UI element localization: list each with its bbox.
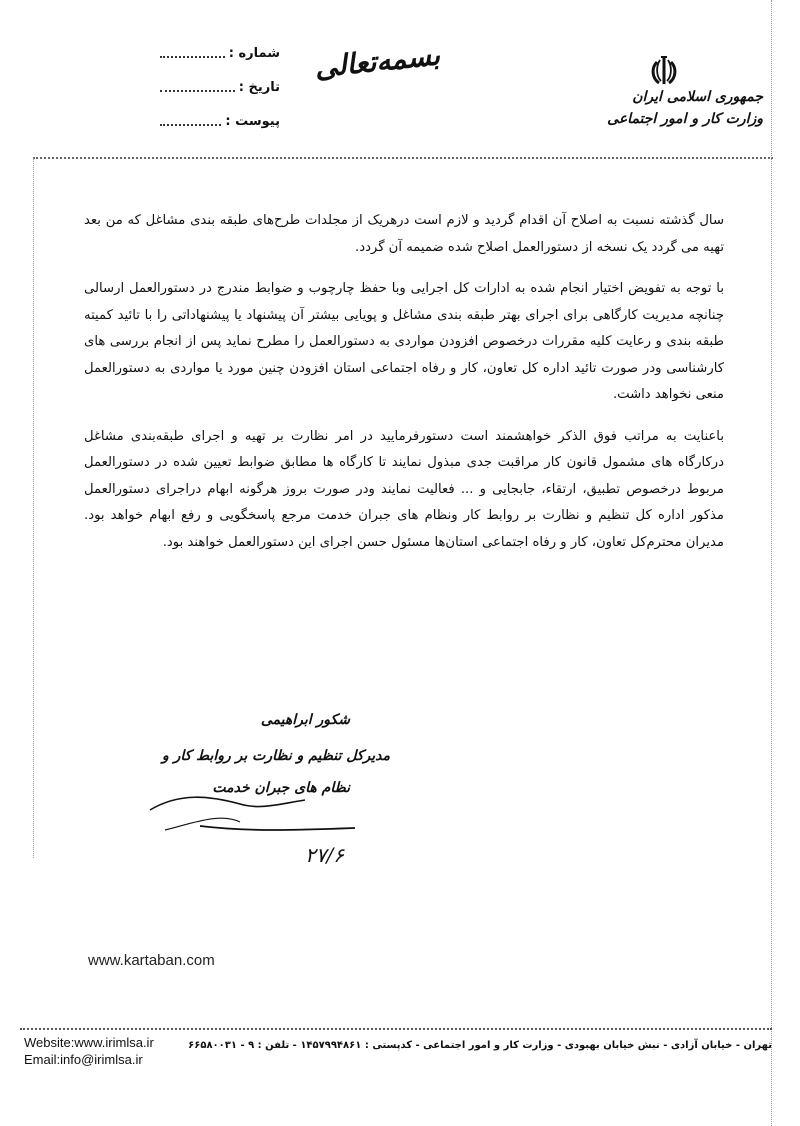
org-line-2: وزارت کار و امور اجتماعی bbox=[607, 111, 763, 127]
date-label: تاریخ : bbox=[238, 79, 280, 95]
iran-emblem-icon bbox=[648, 54, 680, 88]
footer-contacts bbox=[24, 1034, 154, 1068]
header-divider bbox=[33, 157, 773, 159]
letter-meta-fields bbox=[160, 36, 280, 138]
attachment-dotted-line bbox=[160, 124, 221, 126]
signatory-name: شکور ابراهیمی bbox=[260, 712, 350, 728]
left-margin-line bbox=[33, 158, 34, 858]
footer-email[interactable]: Email:info@irimlsa.ir bbox=[24, 1052, 143, 1067]
footer-address: تهران - خیابان آزادی - نبش خیابان بهبودی - وزارت کار و امور اجتماعی - کدپستی : ۱۴۵۷۹۹۴۸۶۱ - تلفن : ۹ - ۶۶۵۸۰۰۳۱ bbox=[188, 1040, 772, 1051]
signatory-title-line-2: نظام های جبران خدمت bbox=[212, 780, 350, 796]
number-field bbox=[160, 36, 280, 70]
ministry-header bbox=[598, 86, 763, 130]
paragraph-2: با توجه به تفویض اختیار انجام شده به ادارات کل اجرایی وبا حفظ چارچوب و ضوابط مندرج در دستورالعمل ارسالی چنانچه مدیریت کارگاهی برای اجرای بهتر طبقه بندی مشاغل و پویایی بیشتر آن پیشنهاد یا پیشنهاداتی را با تائید کمیته طبقه بندی و رعایت کلیه مقررات درخصوص افزودن مواردی به دستورالعمل را مطرح نماید پس از انجام بررسی های کارشناسی ودر صورت تائید اداره کل تعاون، کار و رفاه اجتماعی استان افزودن چنین مورد یا مواردی به دستورالعمل منعی نخواهد داشت. bbox=[84, 281, 724, 402]
date-field bbox=[160, 70, 280, 104]
number-label: شماره : bbox=[228, 45, 280, 61]
footer-divider bbox=[20, 1028, 772, 1030]
basmala-calligraphy: بسمه‌تعالی bbox=[312, 38, 442, 85]
letter-body bbox=[84, 208, 724, 571]
right-margin-line bbox=[771, 0, 772, 1126]
date-dotted-line bbox=[160, 90, 235, 92]
signatory-title-line-1: مدیرکل تنظیم و نظارت بر روابط کار و bbox=[161, 748, 390, 764]
attachment-label: پیوست : bbox=[225, 113, 280, 129]
number-dotted-line bbox=[160, 56, 225, 58]
paragraph-1: سال گذشته نسبت به اصلاح آن اقدام گردید و لازم است درهریک از مجلدات طرح‌های طبقه بندی مشاغل که من بعد تهیه می گردد یک نسخه از دستورالعمل اصلاح شده ضمیمه آن گردد. bbox=[84, 213, 724, 255]
org-line-1: جمهوری اسلامی ایران bbox=[632, 89, 763, 105]
handwritten-signature bbox=[130, 782, 380, 872]
paragraph-3: باعنایت به مراتب فوق الذکر خواهشمند است دستورفرمایید در امر نظارت بر تهیه و اجرای طبقه‌بندی مشاغل درکارگاه های مشمول قانون کار مراقبت جدی مبذول نمایند تا کارگاه ها مطابق ضوابط تعیین شده در دستورالعمل مربوط درخصوص تطبیق، ارتقاء، جابجایی و ... فعالیت نمایند ودر صورت بروز هرگونه ابهام دراجرای دستورالعمل مذکور اداره کل تنظیم و نظارت بر روابط کار ونظام های جبران خدمت مرجع پاسخگویی و رفع ابهام خواهد بود. مدیران محترم‌کل تعاون، کار و رفاه اجتماعی استان‌ها مسئول حسن اجرای این دستورالعمل خواهند بود. bbox=[84, 428, 724, 550]
attachment-field bbox=[160, 104, 280, 138]
handwritten-note: ۲۷/۶ bbox=[305, 843, 344, 867]
website-watermark[interactable]: www.kartaban.com bbox=[88, 952, 215, 969]
footer-website[interactable]: Website:www.irimlsa.ir bbox=[24, 1035, 154, 1050]
